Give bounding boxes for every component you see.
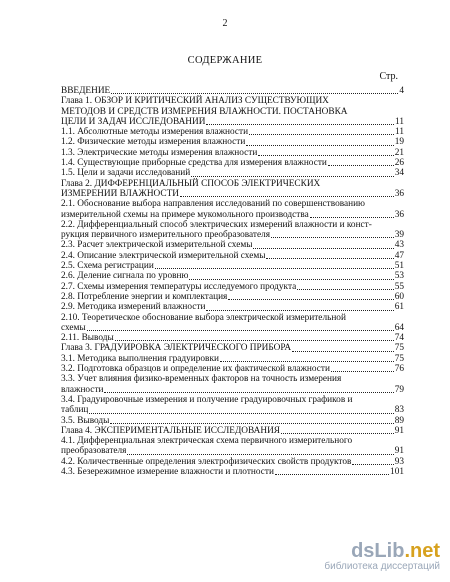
toc-entry-text: 1.4. Существующие приборные средства для измерения влажности <box>61 158 327 169</box>
watermark-logo-main: dsLib <box>351 540 405 562</box>
toc-entry-text: 3.1. Методика выполнения градуировки <box>61 353 219 364</box>
toc-entry-page: 34 <box>394 168 404 179</box>
toc-entry-page: 26 <box>394 158 404 169</box>
toc-entry-page: 101 <box>390 466 404 477</box>
toc-entry <box>61 374 404 395</box>
toc-leader-dots <box>249 134 394 135</box>
toc-title: СОДЕРЖАНИЕ <box>187 55 263 66</box>
toc-entry-text: 2.9. Методика измерений влажности <box>61 302 206 313</box>
toc-leader-dots <box>206 124 394 125</box>
toc-entry-page: 47 <box>394 250 404 261</box>
toc-entry-text: ЦЕЛИ И ЗАДАЧ ИССЛЕДОВАНИЙ <box>61 116 206 127</box>
toc-leader-dots <box>281 433 394 434</box>
toc-entry-text: ВВЕДЕНИЕ <box>61 86 111 96</box>
toc-leader-dots <box>111 93 398 94</box>
toc-leader-dots <box>246 145 393 146</box>
toc-leader-dots <box>191 176 394 177</box>
page-column-label: Стр. <box>379 71 398 82</box>
toc-entry <box>61 395 404 416</box>
toc-entry-text: ИЗМЕРЕНИЙ ВЛАЖНОСТИ <box>61 188 179 199</box>
toc-leader-dots <box>275 474 389 475</box>
toc-entry-text: 1.2. Физические методы измерения влажности <box>61 137 246 148</box>
toc-entry-page: 60 <box>394 291 404 302</box>
toc-entry-text: 2.4. Описание электрической измерительной схемы <box>61 250 266 261</box>
toc-leader-dots <box>115 340 394 341</box>
toc-entry-page: 75 <box>394 343 404 354</box>
toc-entry-page: 55 <box>394 281 404 292</box>
toc-entry <box>61 158 404 168</box>
toc-entry <box>61 168 404 178</box>
toc-entry <box>61 127 404 137</box>
toc-entry <box>61 436 404 457</box>
toc-entry <box>61 292 404 302</box>
toc-entry-text: Глава 1. ОБЗОР И КРИТИЧЕСКИЙ АНАЛИЗ СУЩЕСТВУЮЩИХ <box>61 96 329 107</box>
toc-entry-text: 1.3. Электрические методы измерения влажности <box>61 147 258 158</box>
toc-entry-text: 4.3. Безережимное измерение влажности и плотности <box>61 466 274 477</box>
toc-entry-text: 2.7. Схемы измерения температуры исследуемого продукта <box>61 281 297 292</box>
toc-leader-dots <box>310 217 394 218</box>
toc-entry-text: таблиц <box>61 405 89 416</box>
toc-entry-text: 3.3. Учет влияния физико-временных факторов на точность измерения <box>61 374 342 385</box>
toc-leader-dots <box>271 237 394 238</box>
toc-entry-page: 43 <box>394 240 404 251</box>
toc-entry <box>61 333 404 343</box>
watermark <box>324 540 440 572</box>
toc-entry-text: 3.4. Градуировочные измерения и получение градуировочных графиков и <box>61 394 353 405</box>
toc-entry-text: 4.2. Количественные определения электрофизических свойств продуктов <box>61 456 352 467</box>
toc-leader-dots <box>89 413 393 414</box>
toc-leader-dots <box>228 299 393 300</box>
toc-entry <box>61 96 404 127</box>
toc-entry-text: Глава 4. ЭКСПЕРИМЕНТАЛЬНЫЕ ИССЛЕДОВАНИЯ <box>61 425 280 436</box>
toc-leader-dots <box>328 165 394 166</box>
toc-leader-dots <box>206 310 393 311</box>
watermark-logo-tld: .net <box>404 540 440 562</box>
toc-entry-page: 4 <box>399 86 404 96</box>
toc-entry <box>61 343 404 353</box>
toc-entry <box>61 457 404 467</box>
toc-leader-dots <box>297 289 393 290</box>
toc-entry <box>61 354 404 364</box>
toc-entry-page: 51 <box>394 261 404 272</box>
toc-entry <box>61 467 404 477</box>
toc-entry <box>61 86 404 96</box>
toc-entry-text: 2.10. Теоретическое обоснование выбора электрической измерительной <box>61 312 346 323</box>
toc-entry-page: 75 <box>394 353 404 364</box>
toc-entry-page: 53 <box>394 271 404 282</box>
toc-entry-page: 93 <box>394 456 404 467</box>
toc-entry-text: 2.8. Потребление энергии и комплектация <box>61 291 228 302</box>
toc-leader-dots <box>331 371 394 372</box>
toc-entry-page: 91 <box>394 425 404 436</box>
toc-leader-dots <box>127 454 393 455</box>
toc-leader-dots <box>292 351 394 352</box>
toc-entry-text: 1.1. Абсолютные методы измерения влажности <box>61 127 249 138</box>
toc-entry-page: 11 <box>395 127 404 138</box>
toc-leader-dots <box>189 279 393 280</box>
toc-entry <box>61 199 404 220</box>
toc-entry-text: 4.1. Дифференциальная электрическая схема первичного измерительного <box>61 436 353 447</box>
toc-entry-text: МЕТОДОВ И СРЕДСТВ ИЗМЕРЕНИЯ ВЛАЖНОСТИ. ПОСТАНОВКА <box>61 106 348 117</box>
toc-entry <box>61 271 404 281</box>
toc-leader-dots <box>155 268 394 269</box>
toc-leader-dots <box>253 248 393 249</box>
toc-entry-text: 3.5. Выводы <box>61 415 110 426</box>
toc-leader-dots <box>266 258 393 259</box>
toc-entry-text: 1.5. Цели и задачи исследований <box>61 168 191 179</box>
toc-entry-page: 21 <box>394 147 404 158</box>
watermark-subtitle: библиотека диссертаций <box>324 561 440 572</box>
toc-leader-dots <box>352 464 393 465</box>
toc-entry-page: 76 <box>394 364 404 375</box>
toc-entry <box>61 416 404 426</box>
toc-entry-text: измерительной схемы на примере мукомольного производства <box>61 209 309 220</box>
toc-entry-page: 74 <box>394 333 404 344</box>
page-number: 2 <box>222 18 228 29</box>
toc-entry <box>61 261 404 271</box>
toc-entry-page: 83 <box>394 405 404 416</box>
toc-entry <box>61 179 404 200</box>
toc-entry-text: 2.6. Деление сигнала по уровню <box>61 271 189 282</box>
toc-entry-page: 89 <box>394 415 404 426</box>
toc-entry <box>61 240 404 250</box>
toc-entry-page: 19 <box>394 137 404 148</box>
toc-entry-page: 11 <box>395 116 404 127</box>
toc-leader-dots <box>87 330 394 331</box>
toc-entry <box>61 148 404 158</box>
toc-leader-dots <box>258 155 393 156</box>
toc-entry <box>61 220 404 241</box>
toc-entry <box>61 137 404 147</box>
toc-entry <box>61 364 404 374</box>
toc-entry-text: схемы <box>61 322 86 333</box>
toc-leader-dots <box>110 423 393 424</box>
toc-entry <box>61 426 404 436</box>
watermark-logo <box>324 540 440 563</box>
toc-entry <box>61 282 404 292</box>
toc-entry-text: 2.11. Выводы <box>61 333 114 344</box>
toc-entry <box>61 313 404 334</box>
toc-leader-dots <box>220 361 394 362</box>
toc-entry-text: 2.5. Схема регистрации <box>61 261 154 272</box>
toc-entry-text: Глава 2. ДИФФЕРЕНЦИАЛЬНЫЙ СПОСОБ ЭЛЕКТРИЧЕСКИХ <box>61 178 321 189</box>
toc-entry-text: преобразователя <box>61 446 127 457</box>
toc-entry-text: 2.2. Дифференциальный способ электрических измерений влажности и конст- <box>61 219 372 230</box>
toc-entry-page: 64 <box>394 322 404 333</box>
toc-entry <box>61 251 404 261</box>
toc-entry-text: рукция первичного измерительного преобразователя <box>61 230 271 241</box>
toc-entry-page: 91 <box>394 446 404 457</box>
toc-leader-dots <box>104 392 393 393</box>
toc-entry-text: влажности <box>61 384 104 395</box>
toc-leader-dots <box>180 196 394 197</box>
toc-entry-text: 2.3. Расчет электрической измерительной схемы <box>61 240 253 251</box>
toc-entry <box>61 302 404 312</box>
toc-entry-page: 79 <box>394 384 404 395</box>
toc-entry-page: 36 <box>394 209 404 220</box>
toc-entry-text: 2.1. Обоснование выбора направления исследований по совершенствованию <box>61 199 366 210</box>
toc-entry-text: 3.2. Подготовка образцов и определение их фактической влажности <box>61 364 330 375</box>
table-of-contents <box>61 86 404 477</box>
toc-entry-text: Глава 3. ГРАДУИРОВКА ЭЛЕКТРИЧЕСКОГО ПРИБОРА <box>61 343 292 354</box>
toc-entry-page: 39 <box>394 230 404 241</box>
toc-entry-page: 36 <box>394 188 404 199</box>
toc-entry-page: 61 <box>394 302 404 313</box>
